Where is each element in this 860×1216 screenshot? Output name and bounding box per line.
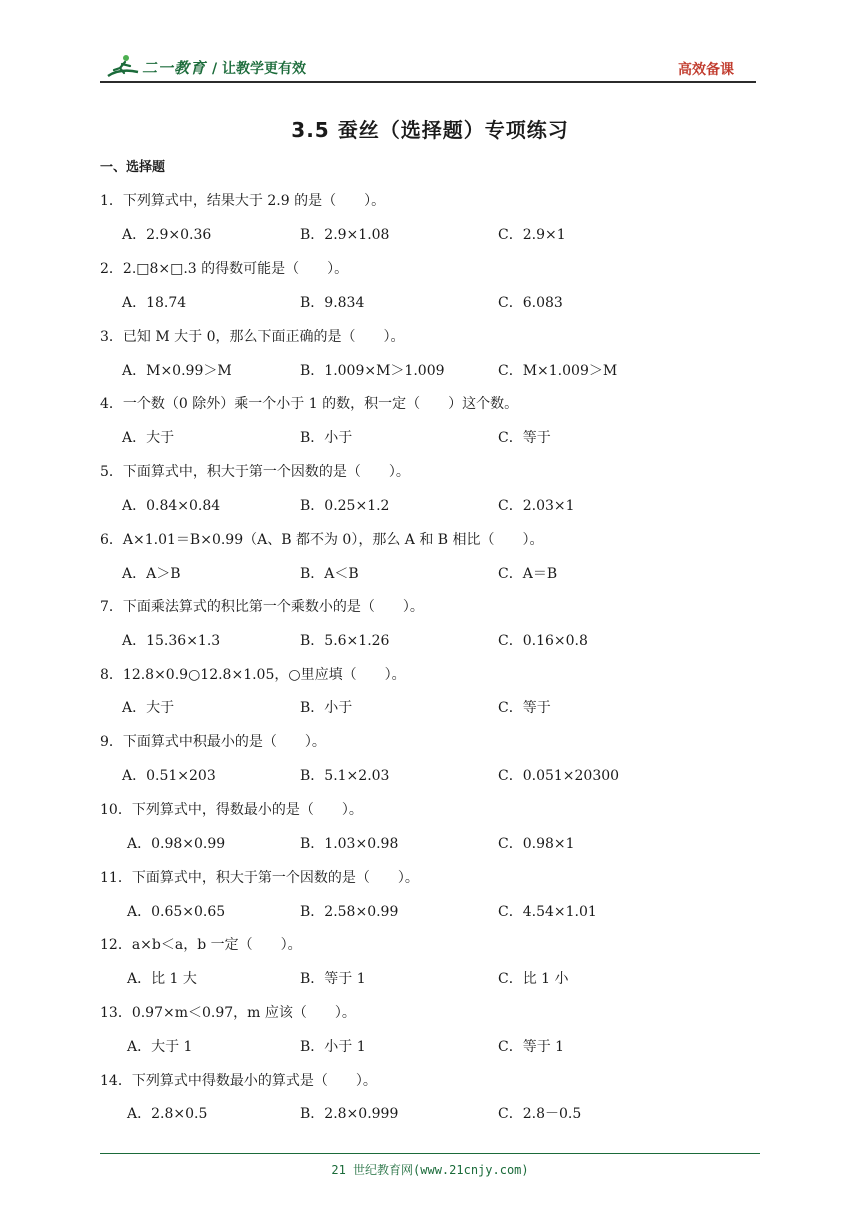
option-b: B．2.58×0.99: [300, 904, 399, 920]
option-c: C．2.03×1: [498, 498, 575, 514]
question-stem: 8．12.8×0.9○12.8×1.05，○里应填（ ）。: [100, 667, 406, 683]
option-c: C．2.8－0.5: [498, 1106, 582, 1122]
question-stem: 12．a×b＜a，b 一定（ ）。: [100, 937, 302, 953]
question-stem: 5．下面算式中，积大于第一个因数的是（ ）。: [100, 464, 410, 480]
option-b: B．等于 1: [300, 971, 366, 987]
option-a: A．0.51×203: [122, 768, 216, 784]
option-a: A．大于: [122, 700, 175, 716]
option-b: B．0.25×1.2: [300, 498, 390, 514]
question-stem: 9．下面算式中积最小的是（ ）。: [100, 734, 326, 750]
question-stem: 1．下列算式中，结果大于 2.9 的是（ ）。: [100, 193, 386, 209]
page-title: 3.5 蚕丝（选择题）专项练习: [291, 118, 569, 142]
option-b: B．2.9×1.08: [300, 227, 390, 243]
option-a: A．0.65×0.65: [127, 904, 226, 920]
question-stem: 2．2.□8×□.3 的得数可能是（ ）。: [100, 261, 349, 277]
option-a: A．15.36×1.3: [122, 633, 221, 649]
option-b: B．小于: [300, 700, 353, 716]
option-c: C．比 1 小: [498, 971, 569, 987]
option-c: C．6.083: [498, 295, 563, 311]
option-a: A．大于 1: [127, 1039, 193, 1055]
option-c: C．M×1.009＞M: [498, 363, 618, 379]
option-c: C．0.16×0.8: [498, 633, 588, 649]
option-b: B．A＜B: [300, 566, 359, 582]
footer-divider: [100, 1153, 760, 1154]
option-c: C．等于: [498, 430, 551, 446]
logo-text: 二一教育: [142, 58, 207, 77]
option-b: B．小于: [300, 430, 353, 446]
option-b: B．2.8×0.999: [300, 1106, 399, 1122]
option-a: A．2.8×0.5: [127, 1106, 208, 1122]
option-b: B．5.1×2.03: [300, 768, 390, 784]
question-stem: 13．0.97×m＜0.97，m 应该（ ）。: [100, 1005, 356, 1021]
option-b: B．1.009×M＞1.009: [300, 363, 445, 379]
header-slogan: / 让教学更有效: [212, 61, 306, 77]
option-c: C．A＝B: [498, 566, 558, 582]
option-a: A．0.98×0.99: [127, 836, 226, 852]
option-c: C．0.051×20300: [498, 768, 620, 784]
question-stem: 6．A×1.01＝B×0.99（A、B 都不为 0），那么 A 和 B 相比（ ）。: [100, 532, 544, 548]
option-c: C．等于 1: [498, 1039, 565, 1055]
runner-logo-icon: [106, 54, 140, 80]
logo: [106, 54, 206, 80]
option-c: C．0.98×1: [498, 836, 575, 852]
option-a: A．18.74: [122, 295, 187, 311]
question-stem: 10．下列算式中，得数最小的是（ ）。: [100, 802, 363, 818]
page-footer: 21 世纪教育网(www.21cnjy.com): [331, 1163, 529, 1177]
option-b: B．9.834: [300, 295, 365, 311]
question-stem: 14．下列算式中得数最小的算式是（ ）。: [100, 1073, 377, 1089]
header-right-label: 高效备课: [678, 62, 734, 78]
question-stem: 7．下面乘法算式的积比第一个乘数小的是（ ）。: [100, 599, 424, 615]
option-c: C．2.9×1: [498, 227, 566, 243]
option-a: A．大于: [122, 430, 175, 446]
option-b: B．小于 1: [300, 1039, 366, 1055]
option-a: A．M×0.99＞M: [122, 363, 232, 379]
option-a: A．2.9×0.36: [122, 227, 212, 243]
question-stem: 11．下面算式中，积大于第一个因数的是（ ）。: [100, 870, 419, 886]
option-b: B．5.6×1.26: [300, 633, 390, 649]
option-c: C．4.54×1.01: [498, 904, 597, 920]
option-a: A．0.84×0.84: [122, 498, 221, 514]
option-c: C．等于: [498, 700, 551, 716]
option-a: A．A＞B: [122, 566, 181, 582]
option-a: A．比 1 大: [127, 971, 197, 987]
option-b: B．1.03×0.98: [300, 836, 399, 852]
question-stem: 3．已知 M 大于 0，那么下面正确的是（ ）。: [100, 329, 405, 345]
section-heading: 一、选择题: [100, 160, 166, 175]
header-divider: [100, 81, 756, 83]
page-header: [100, 54, 756, 82]
question-stem: 4．一个数（0 除外）乘一个小于 1 的数，积一定（ ）这个数。: [100, 396, 519, 412]
